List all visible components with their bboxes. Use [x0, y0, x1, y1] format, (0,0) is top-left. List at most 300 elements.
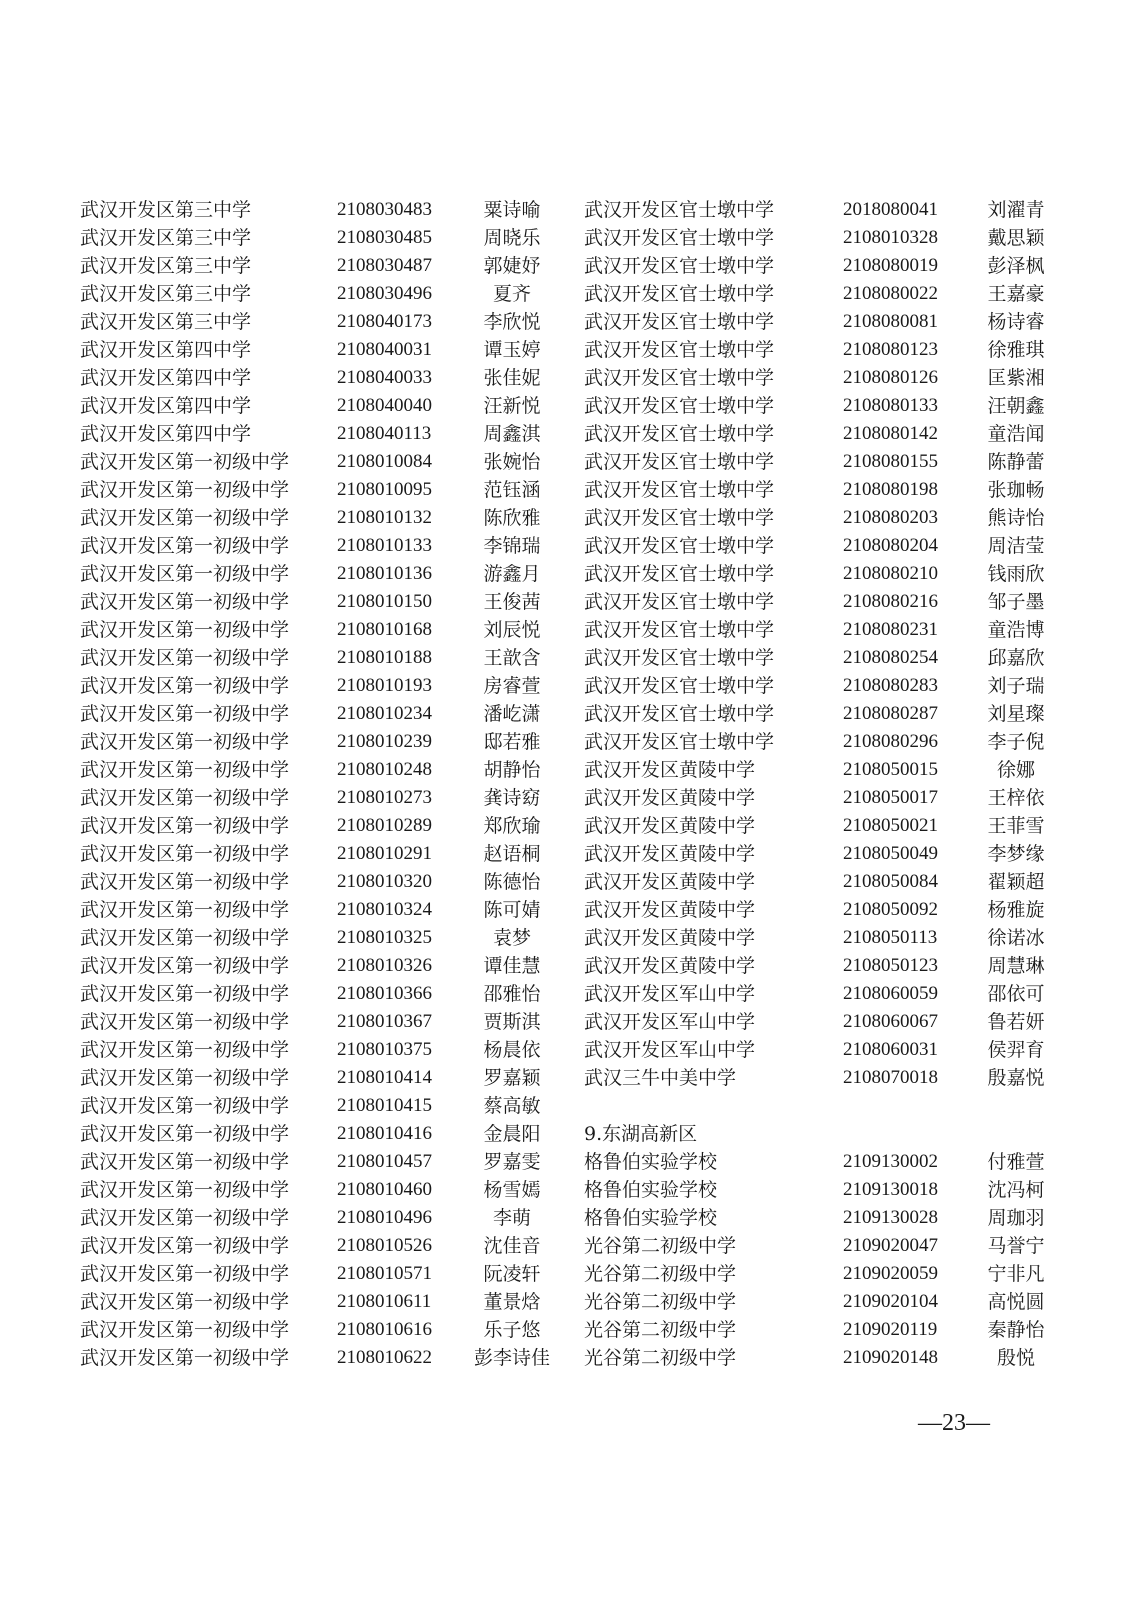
list-item — [584, 420, 1064, 448]
student-id: 2108080126 — [843, 367, 938, 388]
list-item — [80, 224, 560, 252]
student-id: 2108040113 — [337, 423, 432, 444]
student-id: 2108010496 — [337, 1207, 432, 1228]
student-id: 2108010325 — [337, 927, 432, 948]
school-name: 格鲁伯实验学校 — [584, 1179, 718, 1201]
student-id: 2108040040 — [337, 395, 432, 416]
student-name: 郑欣瑜 — [483, 815, 541, 837]
student-name: 翟颖超 — [987, 871, 1045, 893]
list-item — [584, 1260, 1064, 1288]
list-item — [80, 1148, 560, 1176]
student-id: 2108010320 — [337, 871, 432, 892]
student-name: 乐子悠 — [483, 1319, 541, 1341]
school-name: 武汉开发区官士墩中学 — [584, 367, 775, 389]
student-id: 2108050084 — [843, 871, 938, 892]
student-name: 童浩博 — [987, 619, 1045, 641]
list-item — [584, 700, 1064, 728]
school-name: 武汉开发区官士墩中学 — [584, 619, 775, 641]
student-name: 马誉宁 — [987, 1235, 1045, 1257]
school-name: 武汉开发区黄陵中学 — [584, 759, 756, 781]
student-name: 阮凌轩 — [483, 1263, 541, 1285]
school-name: 武汉开发区官士墩中学 — [584, 227, 775, 249]
student-name: 郭婕妤 — [483, 255, 541, 277]
student-name: 潘屹潇 — [483, 703, 541, 725]
student-name: 杨雪嫣 — [483, 1179, 541, 1201]
student-name: 范钰涵 — [483, 479, 541, 501]
school-name: 格鲁伯实验学校 — [584, 1207, 718, 1229]
student-name: 童浩闻 — [987, 423, 1045, 445]
school-name: 武汉开发区第一初级中学 — [80, 955, 290, 977]
student-id: 2108080022 — [843, 283, 938, 304]
school-name: 武汉开发区第三中学 — [80, 227, 252, 249]
list-item — [584, 1344, 1064, 1372]
student-id: 2108030496 — [337, 283, 432, 304]
list-item — [584, 1316, 1064, 1344]
school-name: 武汉开发区第一初级中学 — [80, 1011, 290, 1033]
school-name: 武汉开发区第一初级中学 — [80, 1067, 290, 1089]
student-name: 刘子瑞 — [987, 675, 1045, 697]
list-item — [584, 364, 1064, 392]
student-id: 2108080231 — [843, 619, 938, 640]
school-name: 武汉开发区第一初级中学 — [80, 507, 290, 529]
student-id: 2109130002 — [843, 1151, 938, 1172]
student-id: 2108010150 — [337, 591, 432, 612]
list-item — [584, 980, 1064, 1008]
student-name: 谭佳慧 — [483, 955, 541, 977]
student-name: 董景焓 — [483, 1291, 541, 1313]
school-name: 武汉开发区第一初级中学 — [80, 1095, 290, 1117]
student-name: 贾斯淇 — [483, 1011, 541, 1033]
student-id: 2018080041 — [843, 199, 938, 220]
school-name: 武汉开发区官士墩中学 — [584, 563, 775, 585]
student-id: 2109020148 — [843, 1347, 938, 1368]
school-name: 武汉开发区第一初级中学 — [80, 1179, 290, 1201]
school-name: 武汉三牛中美中学 — [584, 1067, 737, 1089]
school-name: 武汉开发区第一初级中学 — [80, 871, 290, 893]
school-name: 武汉开发区第一初级中学 — [80, 1123, 290, 1145]
school-name: 武汉开发区官士墩中学 — [584, 311, 775, 333]
student-id: 2108080133 — [843, 395, 938, 416]
list-item — [80, 1036, 560, 1064]
section-heading: 9.东湖高新区 — [584, 1123, 698, 1145]
student-name: 陈德怡 — [483, 871, 541, 893]
school-name: 武汉开发区第一初级中学 — [80, 619, 290, 641]
student-name: 李欣悦 — [483, 311, 541, 333]
list-item — [80, 420, 560, 448]
school-name: 武汉开发区第一初级中学 — [80, 1039, 290, 1061]
student-name: 徐娜 — [996, 759, 1035, 781]
student-id: 2108010375 — [337, 1039, 432, 1060]
student-id: 2108030483 — [337, 199, 432, 220]
student-id: 2108010132 — [337, 507, 432, 528]
student-name: 邵依可 — [987, 983, 1045, 1005]
student-id: 2109130028 — [843, 1207, 938, 1228]
right-column — [584, 196, 1064, 1372]
student-name: 李萌 — [492, 1207, 531, 1229]
school-name: 武汉开发区第四中学 — [80, 367, 252, 389]
student-id: 2108010273 — [337, 787, 432, 808]
student-id: 2109020104 — [843, 1291, 938, 1312]
student-name: 邹子墨 — [987, 591, 1045, 613]
student-id: 2108010460 — [337, 1179, 432, 1200]
school-name: 武汉开发区官士墩中学 — [584, 675, 775, 697]
student-name: 汪朝鑫 — [987, 395, 1045, 417]
list-item — [80, 1092, 560, 1120]
list-item — [80, 896, 560, 924]
list-item — [584, 308, 1064, 336]
student-id: 2108050092 — [843, 899, 938, 920]
list-item — [584, 616, 1064, 644]
student-id: 2108040173 — [337, 311, 432, 332]
list-item — [584, 588, 1064, 616]
list-item — [80, 1064, 560, 1092]
list-item — [80, 1232, 560, 1260]
school-name: 光谷第二初级中学 — [584, 1319, 737, 1341]
list-item — [80, 364, 560, 392]
school-name: 武汉开发区黄陵中学 — [584, 871, 756, 893]
student-name: 邱嘉欣 — [987, 647, 1045, 669]
student-name: 邸若雅 — [483, 731, 541, 753]
list-item — [584, 1204, 1064, 1232]
student-name: 周洁莹 — [987, 535, 1045, 557]
student-name: 房睿萱 — [483, 675, 541, 697]
list-item — [584, 840, 1064, 868]
student-id: 2108010136 — [337, 563, 432, 584]
school-name: 武汉开发区第一初级中学 — [80, 787, 290, 809]
student-id: 2108010616 — [337, 1319, 432, 1340]
student-id: 2108010095 — [337, 479, 432, 500]
list-item — [584, 812, 1064, 840]
school-name: 武汉开发区官士墩中学 — [584, 731, 775, 753]
student-id: 2108080210 — [843, 563, 938, 584]
student-id: 2108010366 — [337, 983, 432, 1004]
student-id: 2108010239 — [337, 731, 432, 752]
student-name: 张婉怡 — [483, 451, 541, 473]
school-name: 武汉开发区第三中学 — [80, 199, 252, 221]
list-item — [80, 588, 560, 616]
school-name: 武汉开发区第一初级中学 — [80, 591, 290, 613]
list-item — [584, 448, 1064, 476]
list-item — [80, 868, 560, 896]
list-item — [80, 1344, 560, 1372]
list-item — [584, 224, 1064, 252]
school-name: 武汉开发区第一初级中学 — [80, 759, 290, 781]
student-name: 徐诺冰 — [987, 927, 1045, 949]
student-name: 陈可婧 — [483, 899, 541, 921]
student-id: 2108010188 — [337, 647, 432, 668]
student-name: 游鑫月 — [483, 563, 541, 585]
school-name: 武汉开发区第一初级中学 — [80, 479, 290, 501]
student-id: 2108010291 — [337, 843, 432, 864]
blank-row — [584, 1092, 1064, 1120]
student-name: 王菲雪 — [987, 815, 1045, 837]
student-name: 谭玉婷 — [483, 339, 541, 361]
student-name: 杨晨依 — [483, 1039, 541, 1061]
list-item — [80, 728, 560, 756]
list-item — [584, 392, 1064, 420]
student-name: 周珈羽 — [987, 1207, 1045, 1229]
student-id: 2108080216 — [843, 591, 938, 612]
student-name: 高悦圆 — [987, 1291, 1045, 1313]
student-name: 胡静怡 — [483, 759, 541, 781]
student-id: 2108050021 — [843, 815, 938, 836]
student-name: 赵语桐 — [483, 843, 541, 865]
list-item — [584, 672, 1064, 700]
school-name: 武汉开发区第一初级中学 — [80, 563, 290, 585]
list-item — [80, 784, 560, 812]
list-item — [584, 1176, 1064, 1204]
student-id: 2108080204 — [843, 535, 938, 556]
student-name: 彭泽枫 — [987, 255, 1045, 277]
school-name: 武汉开发区官士墩中学 — [584, 423, 775, 445]
student-name: 熊诗怡 — [987, 507, 1045, 529]
list-item — [80, 1008, 560, 1036]
student-id: 2108080203 — [843, 507, 938, 528]
list-item — [80, 280, 560, 308]
list-item — [80, 756, 560, 784]
student-name: 徐雅琪 — [987, 339, 1045, 361]
student-name: 王嘉豪 — [987, 283, 1045, 305]
student-id: 2108080142 — [843, 423, 938, 444]
page-number: —23— — [918, 1410, 990, 1436]
section-heading-row — [584, 1120, 1064, 1148]
list-item — [80, 1120, 560, 1148]
list-item — [80, 672, 560, 700]
student-id: 2108010415 — [337, 1095, 432, 1116]
student-id: 2109130018 — [843, 1179, 938, 1200]
student-name: 匡紫湘 — [987, 367, 1045, 389]
school-name: 武汉开发区第一初级中学 — [80, 1291, 290, 1313]
student-id: 2108080287 — [843, 703, 938, 724]
student-name: 蔡高敏 — [483, 1095, 541, 1117]
student-name: 张佳妮 — [483, 367, 541, 389]
student-id: 2108080019 — [843, 255, 938, 276]
school-name: 武汉开发区第一初级中学 — [80, 1263, 290, 1285]
student-name: 龚诗窈 — [483, 787, 541, 809]
student-name: 夏齐 — [492, 283, 531, 305]
student-name: 李子倪 — [987, 731, 1045, 753]
student-name: 陈静蕾 — [987, 451, 1045, 473]
student-name: 鲁若妍 — [987, 1011, 1045, 1033]
student-id: 2108050015 — [843, 759, 938, 780]
student-name: 周鑫淇 — [483, 423, 541, 445]
student-name: 殷嘉悦 — [987, 1067, 1045, 1089]
list-item — [584, 868, 1064, 896]
list-item — [584, 336, 1064, 364]
student-id: 2108010248 — [337, 759, 432, 780]
school-name: 武汉开发区官士墩中学 — [584, 283, 775, 305]
school-name: 武汉开发区第一初级中学 — [80, 899, 290, 921]
list-item — [80, 476, 560, 504]
list-item — [584, 756, 1064, 784]
student-id: 2108010193 — [337, 675, 432, 696]
list-item — [80, 1260, 560, 1288]
school-name: 武汉开发区第四中学 — [80, 339, 252, 361]
student-name: 沈冯柯 — [987, 1179, 1045, 1201]
list-item — [80, 560, 560, 588]
student-id: 2109020047 — [843, 1235, 938, 1256]
student-name: 张珈畅 — [987, 479, 1045, 501]
school-name: 武汉开发区黄陵中学 — [584, 899, 756, 921]
student-id: 2108060059 — [843, 983, 938, 1004]
student-name: 王俊茜 — [483, 591, 541, 613]
list-item — [584, 924, 1064, 952]
list-item — [80, 448, 560, 476]
school-name: 武汉开发区第一初级中学 — [80, 1207, 290, 1229]
list-item — [80, 644, 560, 672]
student-id: 2108040033 — [337, 367, 432, 388]
student-id: 2108070018 — [843, 1067, 938, 1088]
student-id: 2108010416 — [337, 1123, 432, 1144]
school-name: 光谷第二初级中学 — [584, 1291, 737, 1313]
list-item — [80, 700, 560, 728]
student-name: 付雅萱 — [987, 1151, 1045, 1173]
student-id: 2108080283 — [843, 675, 938, 696]
school-name: 武汉开发区第一初级中学 — [80, 703, 290, 725]
student-id: 2108040031 — [337, 339, 432, 360]
student-name: 刘辰悦 — [483, 619, 541, 641]
student-name: 李梦缘 — [987, 843, 1045, 865]
school-name: 武汉开发区第一初级中学 — [80, 535, 290, 557]
list-item — [584, 728, 1064, 756]
school-name: 武汉开发区黄陵中学 — [584, 955, 756, 977]
school-name: 武汉开发区第一初级中学 — [80, 647, 290, 669]
list-item — [584, 896, 1064, 924]
student-id: 2108010622 — [337, 1347, 432, 1368]
student-id: 2108010324 — [337, 899, 432, 920]
student-name: 宁非凡 — [987, 1263, 1045, 1285]
school-name: 光谷第二初级中学 — [584, 1347, 737, 1369]
list-item — [584, 1064, 1064, 1092]
student-id: 2108080296 — [843, 731, 938, 752]
student-id: 2108010326 — [337, 955, 432, 976]
student-id: 2108050123 — [843, 955, 938, 976]
list-item — [80, 1204, 560, 1232]
student-name: 杨诗睿 — [987, 311, 1045, 333]
school-name: 武汉开发区官士墩中学 — [584, 451, 775, 473]
student-id: 2108030485 — [337, 227, 432, 248]
school-name: 光谷第二初级中学 — [584, 1235, 737, 1257]
school-name: 武汉开发区第一初级中学 — [80, 1347, 290, 1369]
list-item — [80, 616, 560, 644]
right-list-bottom — [584, 1148, 1064, 1372]
school-name: 武汉开发区官士墩中学 — [584, 339, 775, 361]
school-name: 武汉开发区军山中学 — [584, 983, 756, 1005]
student-id: 2108080155 — [843, 451, 938, 472]
school-name: 武汉开发区第一初级中学 — [80, 983, 290, 1005]
student-id: 2109020119 — [843, 1319, 938, 1340]
list-item — [80, 840, 560, 868]
school-name: 武汉开发区官士墩中学 — [584, 647, 775, 669]
school-name: 武汉开发区第一初级中学 — [80, 927, 290, 949]
school-name: 武汉开发区第四中学 — [80, 395, 252, 417]
list-item — [584, 560, 1064, 588]
student-id: 2108010289 — [337, 815, 432, 836]
student-id: 2108010367 — [337, 1011, 432, 1032]
school-name: 武汉开发区第一初级中学 — [80, 1151, 290, 1173]
list-item — [80, 952, 560, 980]
student-name: 秦静怡 — [987, 1319, 1045, 1341]
student-name: 粟诗喻 — [483, 199, 541, 221]
school-name: 武汉开发区官士墩中学 — [584, 535, 775, 557]
student-name: 刘濯青 — [987, 199, 1045, 221]
student-name: 王梓依 — [987, 787, 1045, 809]
school-name: 武汉开发区官士墩中学 — [584, 199, 775, 221]
student-name: 邵雅怡 — [483, 983, 541, 1005]
list-item — [584, 252, 1064, 280]
list-item — [584, 532, 1064, 560]
student-id: 2108080123 — [843, 339, 938, 360]
student-name: 戴思颖 — [987, 227, 1045, 249]
student-name: 袁梦 — [492, 927, 531, 949]
student-id: 2108010084 — [337, 451, 432, 472]
list-item — [80, 252, 560, 280]
school-name: 武汉开发区军山中学 — [584, 1039, 756, 1061]
list-item — [80, 504, 560, 532]
list-item — [584, 1036, 1064, 1064]
student-id: 2108010611 — [337, 1291, 432, 1312]
student-id: 2109020059 — [843, 1263, 938, 1284]
list-item — [80, 196, 560, 224]
school-name: 武汉开发区第四中学 — [80, 423, 252, 445]
school-name: 武汉开发区官士墩中学 — [584, 395, 775, 417]
left-column — [80, 196, 560, 1372]
school-name: 武汉开发区第一初级中学 — [80, 1319, 290, 1341]
student-id: 2108010328 — [843, 227, 938, 248]
school-name: 武汉开发区黄陵中学 — [584, 815, 756, 837]
student-name: 王歆含 — [483, 647, 541, 669]
list-item — [80, 980, 560, 1008]
student-id: 2108010571 — [337, 1263, 432, 1284]
school-name: 武汉开发区官士墩中学 — [584, 479, 775, 501]
student-name: 罗嘉雯 — [483, 1151, 541, 1173]
student-id: 2108050049 — [843, 843, 938, 864]
school-name: 武汉开发区第一初级中学 — [80, 1235, 290, 1257]
student-id: 2108050017 — [843, 787, 938, 808]
student-id: 2108010414 — [337, 1067, 432, 1088]
school-name: 武汉开发区官士墩中学 — [584, 255, 775, 277]
student-id: 2108010526 — [337, 1235, 432, 1256]
list-item — [80, 812, 560, 840]
list-item — [584, 784, 1064, 812]
school-name: 武汉开发区第三中学 — [80, 255, 252, 277]
student-id: 2108080198 — [843, 479, 938, 500]
student-id: 2108010457 — [337, 1151, 432, 1172]
student-id: 2108080081 — [843, 311, 938, 332]
list-item — [584, 1232, 1064, 1260]
list-item — [584, 196, 1064, 224]
student-id: 2108080254 — [843, 647, 938, 668]
list-item — [80, 392, 560, 420]
list-item — [80, 924, 560, 952]
school-name: 武汉开发区官士墩中学 — [584, 591, 775, 613]
list-item — [80, 336, 560, 364]
student-name: 刘星璨 — [987, 703, 1045, 725]
list-item — [584, 476, 1064, 504]
list-item — [80, 532, 560, 560]
school-name: 武汉开发区黄陵中学 — [584, 927, 756, 949]
list-item — [584, 644, 1064, 672]
student-name: 周慧琳 — [987, 955, 1045, 977]
school-name: 武汉开发区黄陵中学 — [584, 787, 756, 809]
student-name: 侯羿育 — [987, 1039, 1045, 1061]
student-id: 2108050113 — [843, 927, 938, 948]
school-name: 武汉开发区官士墩中学 — [584, 703, 775, 725]
student-id: 2108030487 — [337, 255, 432, 276]
school-name: 武汉开发区第一初级中学 — [80, 451, 290, 473]
student-id: 2108060067 — [843, 1011, 938, 1032]
list-item — [584, 952, 1064, 980]
